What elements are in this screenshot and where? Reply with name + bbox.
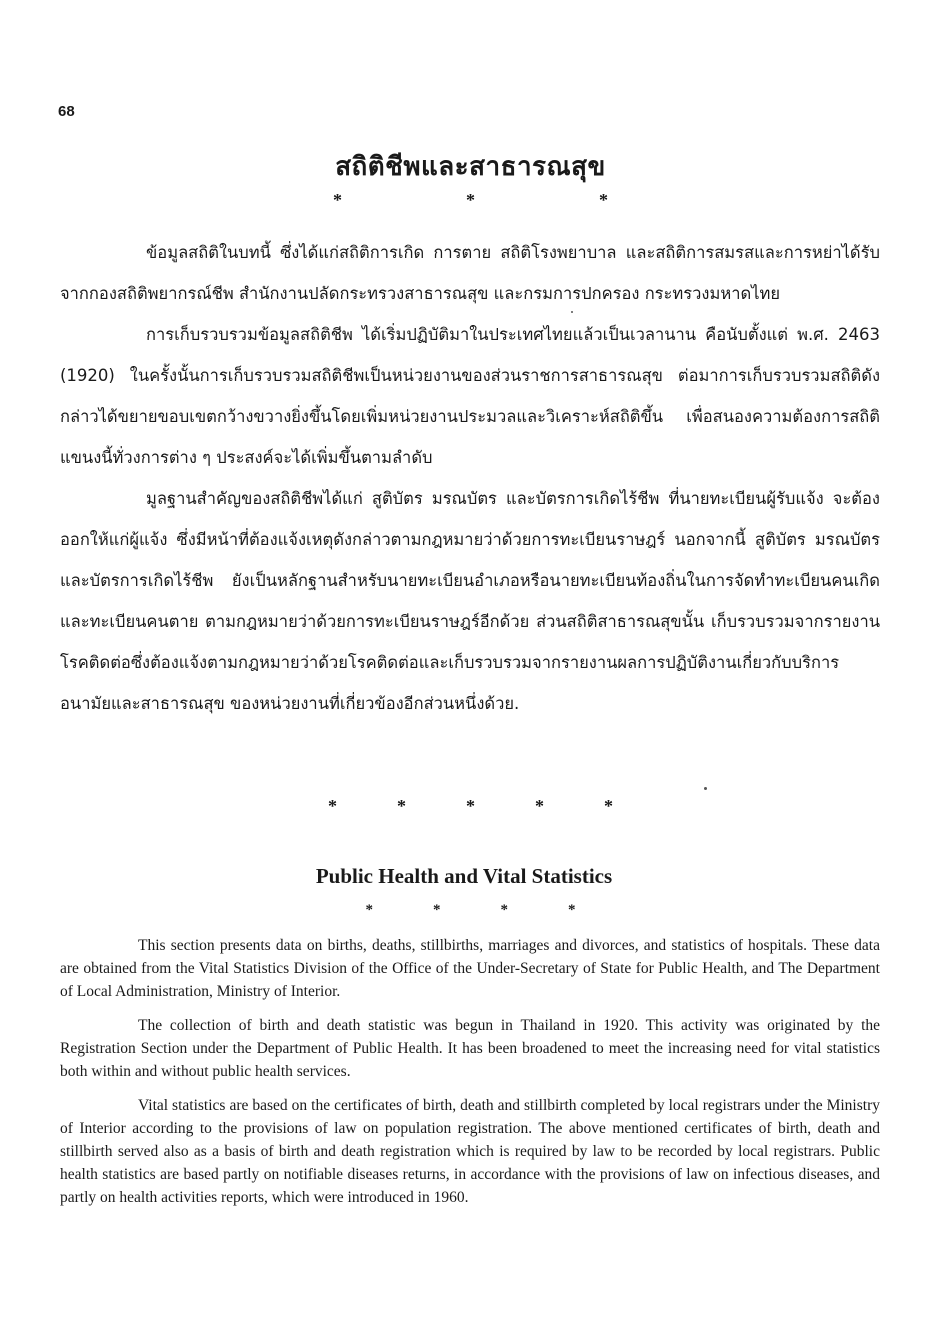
divider-star: *	[604, 796, 613, 816]
divider-star: *	[328, 796, 337, 816]
thai-section-title: สถิติชีพและสาธารณสุข	[335, 152, 606, 182]
thai-title-separator	[0, 190, 941, 211]
scan-speck	[704, 787, 707, 790]
english-paragraph-2: The collection of birth and death statistic was begun in Thailand in 1920. This activity was originated by the Registration Section under the Department of Public Health. It has been broadened to meet the increasing need for vital statistics both within and without public health services.	[60, 1017, 880, 1080]
separator-star: *	[599, 190, 608, 210]
separator-star: *	[365, 902, 373, 918]
english-paragraph-1: This section presents data on births, deaths, stillbirths, marriages and divorces, and statistics of hospitals. These data are obtained from the Vital Statistics Division of the Office of the Under-Secretary of State for Public Health, and The Department of Local Administration, Ministry of Interior.	[60, 937, 880, 1000]
separator-star: *	[466, 190, 475, 210]
english-section-title: Public Health and Vital Statistics	[315, 864, 613, 888]
page-number: 68	[58, 103, 75, 120]
english-title-separator	[0, 902, 941, 919]
section-divider-stars	[0, 796, 941, 817]
divider-star: *	[535, 796, 544, 816]
divider-star: *	[466, 796, 475, 816]
thai-paragraph-1: ข้อมูลสถิติในบทนี้ ซึ่งได้แก่สถิติการเกิด การตาย สถิติโรงพยาบาล และสถิติการสมรสและการหย่าได้รับจากกองสถิติพยากรณ์ชีพ สำนักงานปลัดกระทรวงสาธารณสุข และกรมการปกครอง กระทรวงมหาดไทย	[60, 243, 880, 303]
separator-star: *	[433, 902, 441, 918]
scan-speck	[571, 311, 573, 313]
thai-paragraph-3: มูลฐานสำคัญของสถิติชีพได้แก่ สูติบัตร มรณบัตร และบัตรการเกิดไร้ชีพ ที่นายทะเบียนผู้รับแจ้ง จะต้องออกให้แก่ผู้แจ้ง ซึ่งมีหน้าที่ต้องแจ้งเหตุดังกล่าวตามกฎหมายว่าด้วยการทะเบียนราษฎร์ นอกจากนี้ สูติบัตร มรณบัตรและบัตรการเกิดไร้ชีพ ยังเป็นหลักฐานสำหรับนายทะเบียนอำเภอหรือนายทะเบียนท้องถิ่นในการจัดทำทะเบียนคนเกิด และทะเบียนคนตาย ตามกฎหมายว่าด้วยการทะเบียนราษฎร์อีกด้วย ส่วนสถิติสาธารณสุขนั้น เก็บรวบรวมจากรายงานโรคติดต่อซึ่งต้องแจ้งตามกฎหมายว่าด้วยโรคติดต่อและเก็บรวบรวมจากรายงานผลการปฏิบัติงานเกี่ยวกับบริการอนามัยและสาธารณสุข ของหน่วยงานที่เกี่ยวข้องอีกส่วนหนึ่งด้วย.	[60, 489, 880, 713]
separator-star: *	[568, 902, 576, 918]
divider-star: *	[397, 796, 406, 816]
separator-star: *	[333, 190, 342, 210]
english-paragraph-3: Vital statistics are based on the certificates of birth, death and stillbirth completed by local registrars under the Ministry of Interior according to the provisions of law on population registration. The above mentioned certificates of birth, death and stillbirth served also as a basis of birth and death registration which is required by law to be recorded by local registrars. Public health statistics are based partly on notifiable diseases returns, in accordance with the provisions of law on infectious diseases, and partly on health activities reports, which were introduced in 1960.	[60, 1097, 880, 1206]
thai-body-text	[60, 232, 880, 724]
separator-star: *	[500, 902, 508, 918]
thai-paragraph-2: การเก็บรวบรวมข้อมูลสถิติชีพ ได้เริ่มปฏิบัติมาในประเทศไทยแล้วเป็นเวลานาน คือนับตั้งแต่ พ.ศ. 2463 (1920) ในครั้งนั้นการเก็บรวบรวมสถิติชีพเป็นหน่วยงานของส่วนราชการสาธารณสุข ต่อมาการเก็บรวบรวมสถิติดังกล่าวได้ขยายขอบเขตกว้างขวางยิ่งขึ้นโดยเพิ่มหน่วยงานประมวลและวิเคราะห์สถิติขึ้น เพื่อสนองความต้องการสถิติแขนงนี้ทั่วงการต่าง ๆ ประสงค์จะได้เพิ่มขึ้นตามลำดับ	[60, 325, 880, 467]
english-body-text	[60, 934, 880, 1220]
